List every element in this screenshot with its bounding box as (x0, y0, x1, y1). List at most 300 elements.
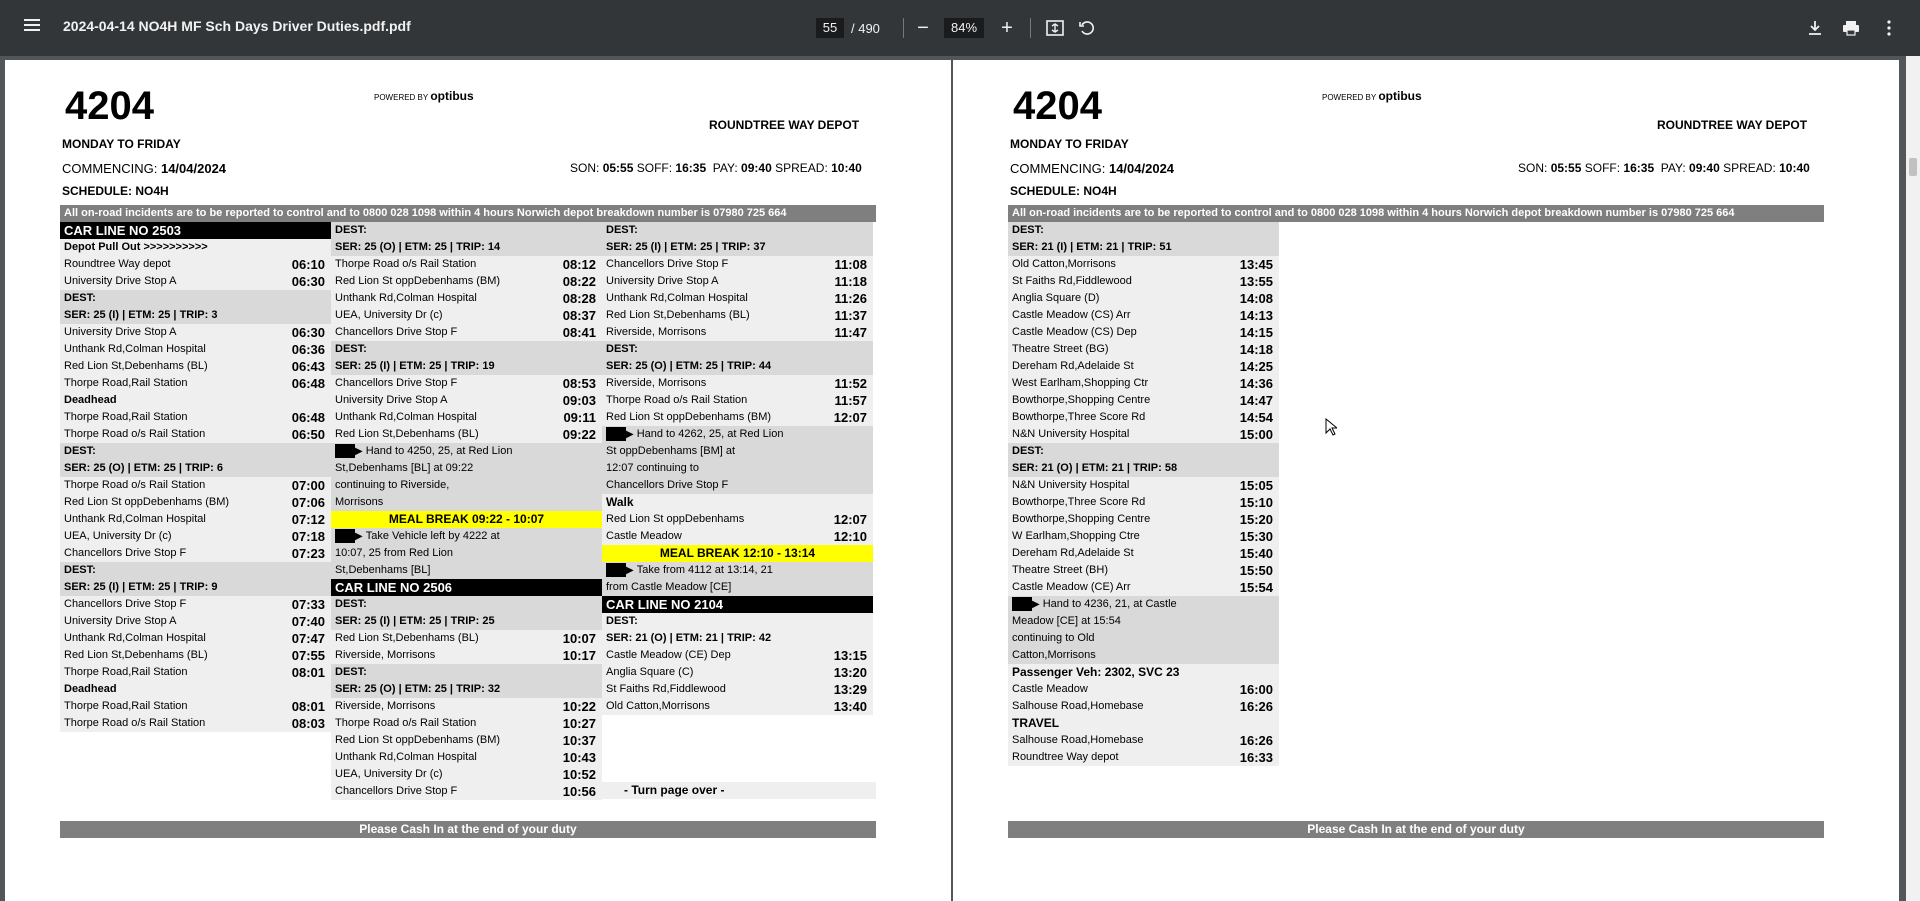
stop-name: Thorpe Road o/s Rail Station (64, 428, 206, 440)
timetable-row (60, 358, 331, 375)
stop-time: 10:27 (562, 716, 596, 731)
stop-time: 15:30 (1239, 529, 1273, 544)
section-header: Deadhead (60, 681, 331, 698)
stop-name: Castle Meadow (1012, 683, 1088, 695)
timetable-row (602, 664, 873, 681)
operating-days: MONDAY TO FRIDAY (62, 137, 181, 151)
stop-name: University Drive Stop A (64, 615, 177, 627)
stop-name: Dereham Rd,Adelaide St (1012, 360, 1134, 372)
play-arrow-icon: ▶ (626, 565, 634, 576)
timetable-row (60, 647, 331, 664)
timetable-row (331, 324, 602, 341)
section-header: DEST: (331, 222, 602, 239)
stop-time: 08:03 (291, 716, 325, 731)
pay-value: 09:40 (1689, 161, 1720, 175)
mouse-cursor-icon (1325, 418, 1337, 441)
stop-time: 16:26 (1239, 733, 1273, 748)
page-number-input[interactable]: 55 (816, 18, 844, 38)
stop-time: 15:20 (1239, 512, 1273, 527)
timetable-row (331, 273, 602, 290)
turn-page-over: - Turn page over - (602, 782, 876, 799)
commencing-date: 14/04/2024 (160, 161, 227, 176)
note-text: Hand to 4262, 25, at Red Lion (636, 428, 784, 440)
note-line (1012, 630, 1275, 647)
meal-break: MEAL BREAK 09:22 - 10:07 (331, 511, 602, 528)
plus-icon[interactable]: + (1001, 17, 1013, 39)
pay-value: 09:40 (741, 161, 772, 175)
stop-time: 11:47 (834, 325, 867, 340)
note-line (335, 528, 598, 545)
stop-name: Old Catton,Morrisons (606, 700, 710, 712)
timetable-row (1008, 392, 1279, 409)
stop-name: Unthank Rd,Colman Hospital (335, 751, 477, 763)
stop-name: Chancellors Drive Stop F (64, 598, 187, 610)
timetable-row (60, 545, 331, 562)
son-label: SON: (1518, 161, 1548, 175)
car-line-header: CAR LINE NO 2506 (331, 579, 602, 596)
note-line (606, 460, 869, 477)
timetable-row (60, 528, 331, 545)
zoom-input[interactable]: 84% (944, 18, 984, 38)
timetable-row (331, 409, 602, 426)
timetable-row (60, 341, 331, 358)
stop-name: Roundtree Way depot (1012, 751, 1119, 763)
depot-name: ROUNDTREE WAY DEPOT (709, 118, 860, 132)
stop-time: 15:54 (1239, 580, 1273, 595)
note-text: from Castle Meadow [CE] (606, 581, 732, 593)
stop-name: Anglia Square (D) (1012, 292, 1100, 304)
minus-icon[interactable]: − (917, 17, 929, 39)
incident-notice: All on-road incidents are to be reported to control and to 0800 028 1098 within 4 hours Norwich depot breakdown number is 07980 725 664 (1008, 205, 1824, 222)
stop-name: Riverside, Morrisons (606, 326, 707, 338)
stop-name: Chancellors Drive Stop F (606, 258, 729, 270)
stop-time: 15:05 (1239, 478, 1273, 493)
timetable-row (602, 681, 873, 698)
stop-time: 16:00 (1239, 682, 1273, 697)
toolbar-divider (903, 18, 904, 38)
timetable-row (602, 392, 873, 409)
section-header: Walk (602, 494, 873, 511)
section-header: DEST: (602, 341, 873, 358)
play-arrow-icon: ▶ (355, 446, 363, 457)
stop-time: 13:20 (833, 665, 867, 680)
stop-name: Unthank Rd,Colman Hospital (335, 411, 477, 423)
timetable-row (602, 273, 873, 290)
duty-number: 4204 (65, 84, 154, 128)
stop-name: Unthank Rd,Colman Hospital (606, 292, 748, 304)
timetable-row (1008, 256, 1279, 273)
note-line (335, 494, 598, 511)
stop-name: Red Lion St,Debenhams (BL) (335, 632, 479, 644)
section-header: Deadhead (60, 392, 331, 409)
section-header: SER: 21 (O) | ETM: 21 | TRIP: 58 (1008, 460, 1279, 477)
timetable-row (60, 630, 331, 647)
timetable-row (1008, 545, 1279, 562)
note-text: St,Debenhams [BL] at 09:22 (335, 462, 474, 474)
soff-label: SOFF: (636, 161, 673, 175)
stop-name: Chancellors Drive Stop F (335, 377, 458, 389)
rotate-icon[interactable] (1074, 15, 1100, 41)
brand-logo: optibus (1378, 89, 1422, 103)
stop-name: Unthank Rd,Colman Hospital (64, 343, 206, 355)
note-line (335, 443, 598, 460)
stop-name: Castle Meadow (CE) Dep (606, 649, 731, 661)
section-header: SER: 21 (O) | ETM: 21 | TRIP: 42 (602, 630, 873, 647)
timetable-row (1008, 409, 1279, 426)
stop-name: Riverside, Morrisons (335, 700, 436, 712)
timetable-row (602, 307, 873, 324)
timetable-row (331, 375, 602, 392)
stop-time: 08:12 (562, 257, 596, 272)
section-header: TRAVEL (1008, 715, 1279, 732)
timetable-row (602, 375, 873, 392)
stop-time: 08:37 (562, 308, 596, 323)
stop-time: 15:40 (1239, 546, 1273, 561)
stop-time: 11:08 (834, 257, 867, 272)
stop-name: Red Lion St oppDebenhams (BM) (606, 411, 772, 423)
car-line-header: CAR LINE NO 2503 (60, 222, 331, 239)
schedule-code: SCHEDULE: NO4H (1010, 184, 1117, 198)
note-text: St oppDebenhams [BM] at (606, 445, 736, 457)
stop-time: 08:01 (291, 699, 325, 714)
stop-time: 06:10 (291, 257, 325, 272)
note-text: Catton,Morrisons (1012, 649, 1096, 661)
section-header: Depot Pull Out >>>>>>>>>> (60, 239, 331, 256)
timetable-row (60, 273, 331, 290)
note-line (1012, 647, 1275, 664)
note-text: continuing to Riverside, (335, 479, 450, 491)
stop-name: Anglia Square (C) (606, 666, 694, 678)
stop-name: Red Lion St oppDebenhams (BM) (335, 275, 501, 287)
section-header: DEST: (60, 562, 331, 579)
duty-number: 4204 (1013, 84, 1102, 128)
stop-name: Unthank Rd,Colman Hospital (335, 292, 477, 304)
soff-value: 16:35 (1623, 161, 1655, 175)
stop-time: 14:25 (1239, 359, 1273, 374)
stop-time: 11:52 (834, 376, 867, 391)
black-square-icon (606, 563, 626, 577)
timetable-row (331, 426, 602, 443)
timetable-row (1008, 341, 1279, 358)
stop-name: University Drive Stop A (64, 275, 177, 287)
note-text: Take from 4112 at 13:14, 21 (636, 564, 773, 576)
pdf-viewer[interactable] (0, 56, 1906, 901)
timetable-row (1008, 749, 1279, 766)
section-header: DEST: (60, 290, 331, 307)
timetable-row (331, 256, 602, 273)
note-line (606, 443, 869, 460)
stop-name: St Faiths Rd,Fiddlewood (1012, 275, 1132, 287)
stop-time: 14:08 (1239, 291, 1273, 306)
stop-name: University Drive Stop A (64, 326, 177, 338)
stop-name: Chancellors Drive Stop F (335, 785, 458, 797)
handover-note (1008, 596, 1279, 664)
stop-time: 06:43 (291, 359, 325, 374)
commencing-date: 14/04/2024 (1108, 161, 1175, 176)
pay-label: PAY: (1660, 161, 1686, 175)
note-line (335, 477, 598, 494)
stop-time: 07:12 (291, 512, 325, 527)
timetable-row (1008, 290, 1279, 307)
handover-note (602, 426, 873, 494)
stop-time: 06:30 (291, 274, 325, 289)
spread-value: 10:40 (831, 161, 862, 175)
section-header: SER: 25 (I) | ETM: 25 | TRIP: 19 (331, 358, 602, 375)
duty-column-1 (60, 222, 331, 732)
stop-name: Thorpe Road o/s Rail Station (64, 717, 206, 729)
powered-by-label: POWERED BY (1322, 93, 1377, 102)
stop-time: 10:37 (562, 733, 596, 748)
timetable-row (331, 307, 602, 324)
timetable-row (1008, 681, 1279, 698)
spread-value: 10:40 (1779, 161, 1810, 175)
timetable-row (60, 426, 331, 443)
stop-time: 08:01 (291, 665, 325, 680)
note-text: St,Debenhams [BL] (335, 564, 431, 576)
stop-time: 13:15 (833, 648, 867, 663)
menu-icon[interactable] (20, 16, 44, 40)
stop-time: 14:36 (1239, 376, 1273, 391)
stop-time: 10:52 (562, 767, 596, 782)
stop-name: Old Catton,Morrisons (1012, 258, 1116, 270)
stop-name: UEA, University Dr (c) (335, 309, 443, 321)
timetable-row (60, 511, 331, 528)
stop-name: Castle Meadow (CE) Arr (1012, 581, 1131, 593)
timetable-row (1008, 324, 1279, 341)
stop-name: Thorpe Road,Rail Station (64, 411, 188, 423)
stop-name: N&N University Hospital (1012, 479, 1130, 491)
stop-name: West Earlham,Shopping Ctr (1012, 377, 1149, 389)
stop-time: 07:00 (291, 478, 325, 493)
stop-name: N&N University Hospital (1012, 428, 1130, 440)
stop-name: Bowthorpe,Shopping Centre (1012, 394, 1151, 406)
stop-time: 12:10 (833, 529, 867, 544)
section-header: Passenger Veh: 2302, SVC 23 (1008, 664, 1279, 681)
section-header: SER: 25 (I) | ETM: 25 | TRIP: 25 (331, 613, 602, 630)
timetable-row (1008, 698, 1279, 715)
timetable-row (1008, 477, 1279, 494)
note-text: continuing to Old (1012, 632, 1095, 644)
stop-time: 06:50 (291, 427, 325, 442)
stop-time: 07:40 (291, 614, 325, 629)
stop-time: 15:10 (1239, 495, 1273, 510)
timetable-row (60, 477, 331, 494)
timetable-row (331, 392, 602, 409)
commencing (1010, 161, 1174, 176)
timetable-row (331, 766, 602, 783)
timetable-row (1008, 528, 1279, 545)
stop-name: Bowthorpe,Shopping Centre (1012, 513, 1151, 525)
powered-by-label: POWERED BY (374, 93, 429, 102)
stop-time: 11:37 (834, 308, 867, 323)
section-header: DEST: (331, 664, 602, 681)
stop-time: 12:07 (833, 410, 867, 425)
duty-column-2 (331, 222, 602, 800)
stop-name: Dereham Rd,Adelaide St (1012, 547, 1134, 559)
note-line (335, 545, 598, 562)
section-header: DEST: (602, 613, 873, 630)
timetable-row (1008, 307, 1279, 324)
timetable-row (1008, 375, 1279, 392)
pdf-page-55 (5, 60, 951, 901)
stop-time: 07:47 (291, 631, 325, 646)
stop-time: 13:55 (1239, 274, 1273, 289)
stop-time: 10:22 (562, 699, 596, 714)
note-text: Morrisons (335, 496, 384, 508)
handover-note (331, 528, 602, 579)
timetable-row (1008, 579, 1279, 596)
timetable-row (1008, 511, 1279, 528)
fit-page-icon[interactable] (1042, 15, 1068, 41)
stop-name: Thorpe Road o/s Rail Station (335, 258, 477, 270)
stop-name: Castle Meadow (CS) Dep (1012, 326, 1137, 338)
timetable-row (602, 647, 873, 664)
black-square-icon (606, 427, 626, 441)
timetable-row (1008, 494, 1279, 511)
duty-times (1518, 161, 1810, 175)
note-text: Take Vehicle left by 4222 at (365, 530, 500, 542)
stop-time: 11:26 (834, 291, 867, 306)
pdf-page-56 (953, 60, 1899, 901)
stop-time: 14:54 (1239, 410, 1273, 425)
stop-name: Red Lion St oppDebenhams (BM) (335, 734, 501, 746)
note-text: Hand to 4236, 21, at Castle (1042, 598, 1177, 610)
stop-time: 06:30 (291, 325, 325, 340)
stop-time: 08:41 (562, 325, 596, 340)
stop-time: 15:50 (1239, 563, 1273, 578)
stop-name: Unthank Rd,Colman Hospital (64, 632, 206, 644)
stop-name: Thorpe Road,Rail Station (64, 700, 188, 712)
play-arrow-icon: ▶ (1032, 599, 1040, 610)
stop-time: 09:03 (562, 393, 596, 408)
black-square-icon (1012, 597, 1032, 611)
timetable-row (1008, 562, 1279, 579)
section-header: DEST: (60, 443, 331, 460)
note-line (335, 562, 598, 579)
powered-by (1322, 89, 1422, 103)
commencing (62, 161, 226, 176)
timetable-row (331, 647, 602, 664)
timetable-row (60, 494, 331, 511)
stop-name: Thorpe Road o/s Rail Station (606, 394, 748, 406)
timetable-row (602, 698, 873, 715)
stop-time: 07:06 (291, 495, 325, 510)
timetable-row (602, 528, 873, 545)
timetable-row (331, 698, 602, 715)
vertical-scrollbar[interactable] (1906, 56, 1920, 901)
stop-time: 07:55 (291, 648, 325, 663)
depot-name: ROUNDTREE WAY DEPOT (1657, 118, 1808, 132)
stop-time: 12:07 (833, 512, 867, 527)
stop-time: 16:26 (1239, 699, 1273, 714)
stop-name: Riverside, Morrisons (335, 649, 436, 661)
note-line (335, 460, 598, 477)
section-header: SER: 25 (I) | ETM: 25 | TRIP: 3 (60, 307, 331, 324)
stop-name: Theatre Street (BG) (1012, 343, 1109, 355)
download-icon[interactable] (1802, 15, 1828, 41)
stop-name: Thorpe Road o/s Rail Station (335, 717, 477, 729)
stop-name: Unthank Rd,Colman Hospital (64, 513, 206, 525)
stop-name: Salhouse Road,Homebase (1012, 734, 1144, 746)
note-text: 10:07, 25 from Red Lion (335, 547, 454, 559)
stop-time: 14:18 (1239, 342, 1273, 357)
stop-time: 13:40 (833, 699, 867, 714)
soff-label: SOFF: (1584, 161, 1621, 175)
section-header: DEST: (331, 341, 602, 358)
stop-name: Red Lion St,Debenhams (BL) (606, 309, 750, 321)
stop-name: Red Lion St,Debenhams (BL) (64, 649, 208, 661)
stop-time: 06:48 (291, 410, 325, 425)
section-header: DEST: (1008, 222, 1279, 239)
note-line (606, 579, 869, 596)
note-line (1012, 596, 1275, 613)
incident-notice: All on-road incidents are to be reported to control and to 0800 028 1098 within 4 hours Norwich depot breakdown number is 07980 725 664 (60, 205, 876, 222)
toolbar-divider (1030, 18, 1031, 38)
stop-name: Red Lion St,Debenhams (BL) (335, 428, 479, 440)
timetable-row (602, 290, 873, 307)
cash-in-notice: Please Cash In at the end of your duty (1008, 821, 1824, 838)
timetable-row (60, 375, 331, 392)
scrollbar-thumb[interactable] (1909, 158, 1917, 176)
stop-name: University Drive Stop A (606, 275, 719, 287)
timetable-row (1008, 426, 1279, 443)
stop-time: 11:57 (834, 393, 867, 408)
stop-name: Red Lion St oppDebenhams (BM) (64, 496, 230, 508)
timetable-row (1008, 273, 1279, 290)
stop-time: 10:56 (562, 784, 596, 799)
stop-time: 13:45 (1239, 257, 1273, 272)
stop-name: University Drive Stop A (335, 394, 448, 406)
section-header: DEST: (331, 596, 602, 613)
more-vert-icon[interactable] (1876, 15, 1902, 41)
brand-logo: optibus (430, 89, 474, 103)
stop-time: 10:43 (562, 750, 596, 765)
spread-label: SPREAD: (775, 161, 828, 175)
timetable-row (60, 664, 331, 681)
stop-time: 11:18 (834, 274, 867, 289)
commencing-label: COMMENCING: (62, 161, 158, 176)
note-line (606, 426, 869, 443)
stop-time: 06:36 (291, 342, 325, 357)
note-line (1012, 613, 1275, 630)
section-header: SER: 25 (I) | ETM: 25 | TRIP: 37 (602, 239, 873, 256)
timetable-row (602, 256, 873, 273)
timetable-row (331, 749, 602, 766)
stop-name: Thorpe Road,Rail Station (64, 666, 188, 678)
note-text: 12:07 continuing to (606, 462, 699, 474)
pdf-toolbar (0, 0, 1920, 56)
powered-by (374, 89, 474, 103)
stop-name: UEA, University Dr (c) (64, 530, 172, 542)
timetable-row (331, 783, 602, 800)
stop-name: Castle Meadow (606, 530, 682, 542)
note-text: Hand to 4250, 25, at Red Lion (365, 445, 513, 457)
son-label: SON: (570, 161, 600, 175)
car-line-header: CAR LINE NO 2104 (602, 596, 873, 613)
stop-name: Thorpe Road,Rail Station (64, 377, 188, 389)
stop-time: 13:29 (833, 682, 867, 697)
document-title: 2024-04-14 NO4H MF Sch Days Driver Duties.pdf.pdf (63, 18, 411, 34)
section-header: SER: 25 (O) | ETM: 25 | TRIP: 6 (60, 460, 331, 477)
cash-in-notice: Please Cash In at the end of your duty (60, 821, 876, 838)
print-icon[interactable] (1838, 15, 1864, 41)
duty-column-3 (602, 222, 873, 715)
stop-name: Riverside, Morrisons (606, 377, 707, 389)
timetable-row (60, 256, 331, 273)
play-arrow-icon: ▶ (626, 429, 634, 440)
stop-name: St Faiths Rd,Fiddlewood (606, 683, 726, 695)
stop-time: 15:00 (1239, 427, 1273, 442)
